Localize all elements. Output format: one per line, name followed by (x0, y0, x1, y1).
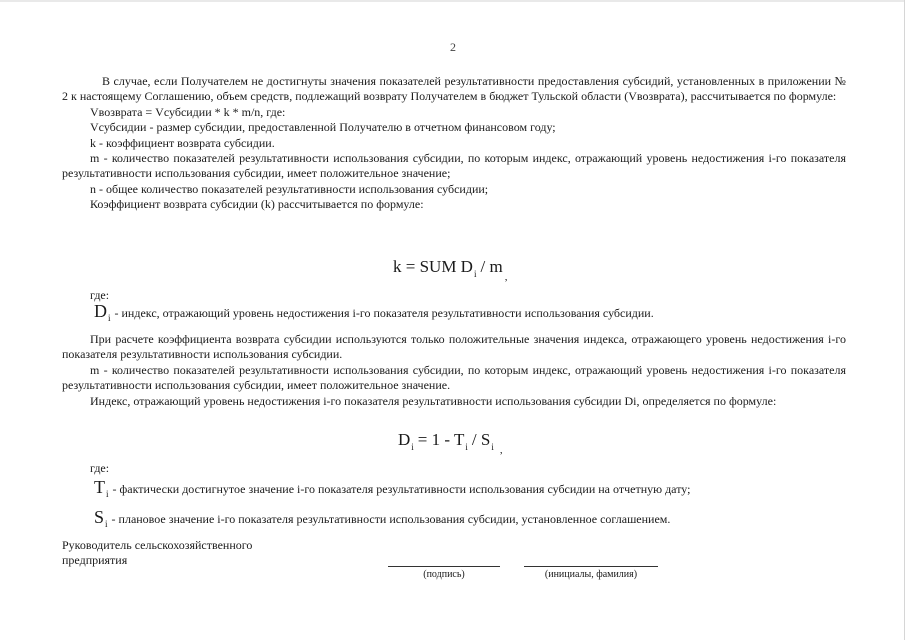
paragraph-positive-only: При расчете коэффициента возврата субсидии используются только положительные значения индекса, отражающего уровень недостижения i-го показателя результативности использования субсидии. (62, 332, 846, 362)
body-block-1 (62, 74, 846, 213)
formula-d-lhs: D (398, 430, 411, 449)
formula-k-tail: / m (480, 257, 503, 276)
definition-si (94, 507, 670, 528)
paragraph-def-m: m - количество показателей результативности использования субсидии, по которым индекс, отражающий уровень недостижения i-го показателя результативности использования субсидии, имеет положительное значение; (62, 151, 846, 181)
symbol-d-sub: i (108, 313, 111, 323)
signature-caption: (подпись) (423, 569, 465, 580)
paragraph-def-k: k - коэффициент возврата субсидии. (90, 135, 275, 150)
symbol-t-sub: i (106, 489, 109, 499)
signatory-title-line2: предприятия (62, 553, 128, 567)
formula-d-mid: = 1 - T (417, 430, 465, 449)
definition-ti (94, 477, 690, 498)
formula-d-tail-sub: i (491, 442, 494, 452)
formula-k-sub: i (473, 269, 477, 279)
symbol-d: D (94, 301, 107, 321)
formula-d (398, 430, 503, 456)
symbol-t: T (94, 477, 105, 497)
symbol-s-sub: i (105, 519, 108, 529)
formula-k-main: k = SUM D (393, 257, 473, 276)
name-line (524, 566, 658, 567)
paragraph-k-intro: Коэффициент возврата субсидии (k) рассчитывается по формуле: (90, 197, 424, 212)
formula-d-tail: / S (471, 430, 491, 449)
definition-di (94, 301, 654, 322)
paragraph-intro: В случае, если Получателем не достигнуты значения показателей результативности предоставления субсидий, установленных в приложении № 2 к настоящему Соглашению, объем средств, подлежащий возврату Получателем в бюджет Тульской области (Vвозврата), рассчитывается по формуле: (62, 74, 846, 104)
formula-d-lhs-sub: i (411, 442, 414, 452)
signatory-title-line1: Руководитель сельскохозяйственного (62, 538, 253, 552)
signature-line (388, 566, 500, 567)
formula-d-trail: , (499, 444, 503, 456)
paragraph-def-n: n - общее количество показателей результативности использования субсидии; (90, 181, 489, 196)
definition-si-text: - плановое значение i-го показателя результативности использования субсидии, установленное соглашением. (111, 512, 671, 526)
paragraph-def-m-2: m - количество показателей результативности использования субсидии, по которым индекс, отражающий уровень недостижения i-го показателя результативности использования субсидии, имеет положительное значение. (62, 362, 846, 393)
definition-ti-text: - фактически достигнутое значение i-го показателя результативности использования субсидии на отчетную дату; (112, 482, 691, 496)
body-block-2 (62, 332, 846, 409)
name-caption: (инициалы, фамилия) (544, 569, 638, 580)
symbol-s: S (94, 507, 105, 527)
formula-d-mid-sub: i (465, 442, 468, 452)
page-number: 2 (450, 40, 456, 54)
paragraph-formula-return: Vвозврата = Vсубсидии * k * m/n, где: (90, 104, 286, 119)
where-label-1: где: (90, 288, 110, 302)
paragraph-di-intro: Индекс, отражающий уровень недостижения i-го показателя результативности использования субсидии Di, определяется по формуле: (90, 393, 777, 408)
paragraph-def-vsubsidy: Vсубсидии - размер субсидии, предоставленной Получателю в отчетном финансовом году; (90, 120, 556, 135)
formula-k-trail: , (504, 271, 508, 283)
scan-edge-top (0, 0, 905, 2)
definition-di-text: - индекс, отражающий уровень недостижения i-го показателя результативности использования субсидии. (114, 306, 654, 320)
formula-k (393, 257, 508, 283)
where-label-2: где: (90, 461, 110, 475)
